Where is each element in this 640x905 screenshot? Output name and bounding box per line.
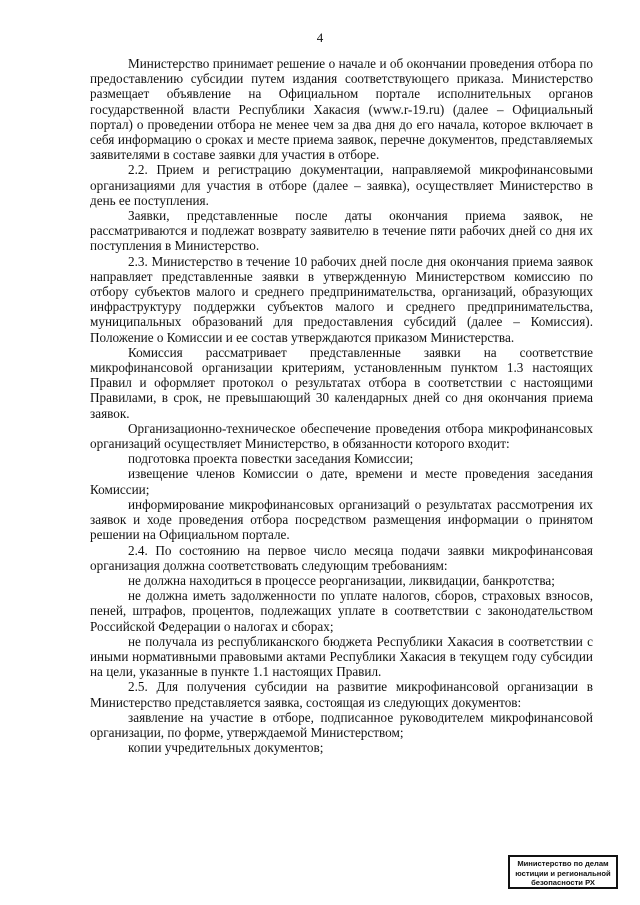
paragraph-2-2: 2.2. Прием и регистрацию документации, направляемой микрофинансовыми организациями для участия в отборе (далее – заявка), осуществляет Министерство в день ее поступления.	[90, 162, 593, 208]
ministry-stamp	[508, 855, 618, 889]
requirement-no-other-subsidy: не получала из республиканского бюджета Республики Хакасия в соответствии с иными нормативными правовыми актами Республики Хакасия в текущем году субсидии на цели, указанные в пункте 1.1 настоящих Правил.	[90, 633, 593, 680]
list-item-inform-organizations: информирование микрофинансовых организаций о результатах рассмотрения их заявок и ходе проведения отбора посредством размещения информации о принятом решении на Официальном портале.	[90, 496, 593, 543]
paragraph-commission-review: Комиссия рассматривает представленные заявки на соответствие микрофинансовой организации критериям, установленным пунктом 1.3 настоящих Правил и оформляет протокол о результатах отбора в соответствии с настоящими Правилами, в срок, не превышающий 30 календарных дней со дня окончания приема заявок.	[90, 344, 593, 421]
paragraph-selection-announcement: Министерство принимает решение о начале и об окончании проведения отбора по предоставлению субсидии путем издания соответствующего приказа. Министерство размещает объявление на Официальном портале исполнительных органов государственной власти Республики Хакасия (www.r-19.ru) (далее – Официальный портал) о проведении отбора не менее чем за два дня до его начала, которое включает в себя информацию о сроках и месте приема заявок, перечне документов, представляемых заявителями в составе заявки для участия в отборе.	[90, 56, 593, 163]
list-item-notice-members: извещение членов Комиссии о дате, времени и месте проведения заседания Комиссии;	[90, 466, 593, 497]
paragraph-organizational-support: Организационно-техническое обеспечение проведения отбора микрофинансовых организаций осуществляет Министерство, в обязанности которого входит:	[90, 420, 593, 452]
page-number: 4	[316, 30, 324, 45]
list-item-agenda: подготовка проекта повестки заседания Комиссии;	[128, 451, 414, 467]
paragraph-2-3: 2.3. Министерство в течение 10 рабочих дней после дня окончания приема заявок направляет представленные заявки в утвержденную Министерством комиссию по отбору субъектов малого и среднего предпринимательства, организаций, образующих инфраструктуру поддержки субъектов малого и среднего предпринимательства, муниципальных образований для предоставления субсидий (далее – Комиссия). Положение о Комиссии и ее состав утверждаются приказом Министерства.	[90, 253, 593, 345]
document-item-charter-copies: копии учредительных документов;	[128, 740, 324, 756]
paragraph-2-4: 2.4. По состоянию на первое число месяца подачи заявки микрофинансовая организация должна соответствовать следующим требованиям:	[90, 542, 593, 573]
document-item-application: заявление на участие в отборе, подписанное руководителем микрофинансовой организации, по форме, утверждаемой Министерством;	[90, 709, 593, 740]
paragraph-late-applications: Заявки, представленные после даты окончания приема заявок, не рассматриваются и подлежат возврату заявителю в течение пяти рабочих дней со дня их поступления в Министерство.	[90, 208, 593, 254]
stamp-line: безопасности РХ	[531, 878, 595, 888]
requirement-no-tax-debt: не должна иметь задолженности по уплате налогов, сборов, страховых взносов, пеней, штрафов, процентов, подлежащих уплате в соответствии с законодательством Российской Федерации о налогах и сборах;	[90, 588, 593, 634]
requirement-no-reorganization: не должна находиться в процессе реорганизации, ликвидации, банкротства;	[128, 572, 555, 588]
stamp-line: юстиции и региональной	[515, 868, 611, 878]
stamp-line: Министерство по делам	[517, 859, 609, 868]
document-body	[90, 56, 593, 755]
paragraph-2-5: 2.5. Для получения субсидии на развитие микрофинансовой организации в Министерство представляется заявка, состоящая из следующих документов:	[90, 679, 593, 710]
